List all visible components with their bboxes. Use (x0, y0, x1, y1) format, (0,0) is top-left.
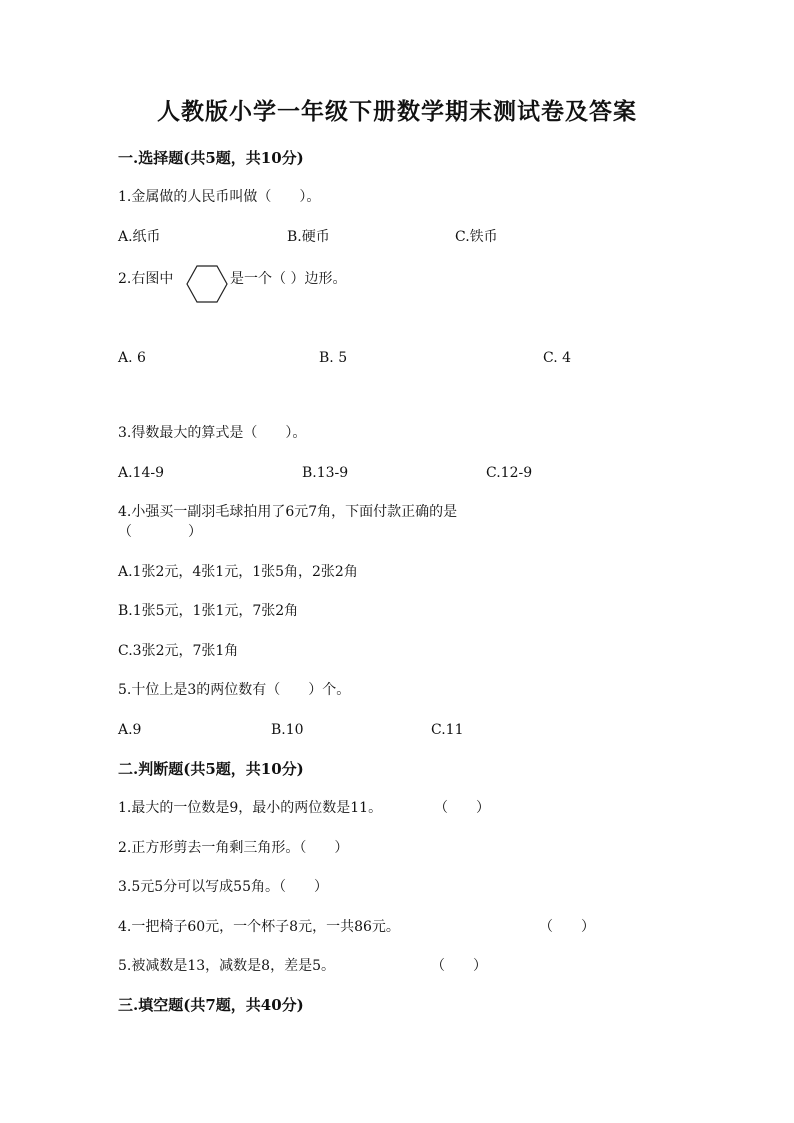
option-a: A.1张2元，4张1元，1张5角，2张2角 (118, 564, 358, 580)
option-b: B. 5 (319, 350, 348, 366)
question-stem: 3.得数最大的算式是（ ）。 (118, 425, 307, 441)
answer-paren: （ ） (434, 800, 490, 816)
option-a: A. 6 (118, 350, 146, 366)
option-a: A.14-9 (118, 465, 165, 481)
option-c: C.铁币 (455, 229, 498, 245)
question-stem: 1.最大的一位数是9，最小的两位数是11。 (118, 800, 383, 816)
option-b: B.硬币 (287, 229, 330, 245)
option-a: A.9 (118, 722, 142, 738)
page-title: 人教版小学一年级下册数学期末测试卷及答案 (157, 98, 637, 125)
answer-paren: （ ） (431, 958, 487, 974)
hexagon-icon (186, 264, 228, 304)
option-b: B.1张5元，1张1元，7张2角 (118, 603, 299, 619)
question-stem-after: 是一个（ ）边形。 (230, 271, 347, 287)
question-stem-line2: （ ） (118, 524, 202, 540)
option-b: B.10 (271, 722, 304, 738)
answer-paren: （ ） (539, 919, 595, 935)
question-stem: 5.被减数是13，减数是8，差是5。 (118, 958, 335, 974)
option-c: C. 4 (543, 350, 572, 366)
question-stem: 3.5元5分可以写成55角。（ ） (118, 879, 328, 895)
section-heading-judgment: 二.判断题(共5题，共10分) (118, 760, 304, 778)
option-c: C.12-9 (486, 465, 533, 481)
question-stem: 2.正方形剪去一角剩三角形。（ ） (118, 840, 349, 856)
option-b: B.13-9 (302, 465, 349, 481)
question-stem: 4.小强买一副羽毛球拍用了6元7角，下面付款正确的是 (118, 504, 458, 520)
question-stem: 4.一把椅子60元，一个杯子8元，一共86元。 (118, 919, 400, 935)
option-c: C.3张2元，7张1角 (118, 643, 239, 659)
section-heading-choice: 一.选择题(共5题，共10分) (118, 149, 304, 167)
question-stem: 5.十位上是3的两位数有（ ）个。 (118, 682, 351, 698)
section-heading-fill-blank: 三.填空题(共7题，共40分) (118, 996, 304, 1014)
option-c: C.11 (431, 722, 464, 738)
question-stem-before: 2.右图中 (118, 271, 174, 287)
question-stem: 1.金属做的人民币叫做（ ）。 (118, 189, 321, 205)
option-a: A.纸币 (118, 229, 161, 245)
